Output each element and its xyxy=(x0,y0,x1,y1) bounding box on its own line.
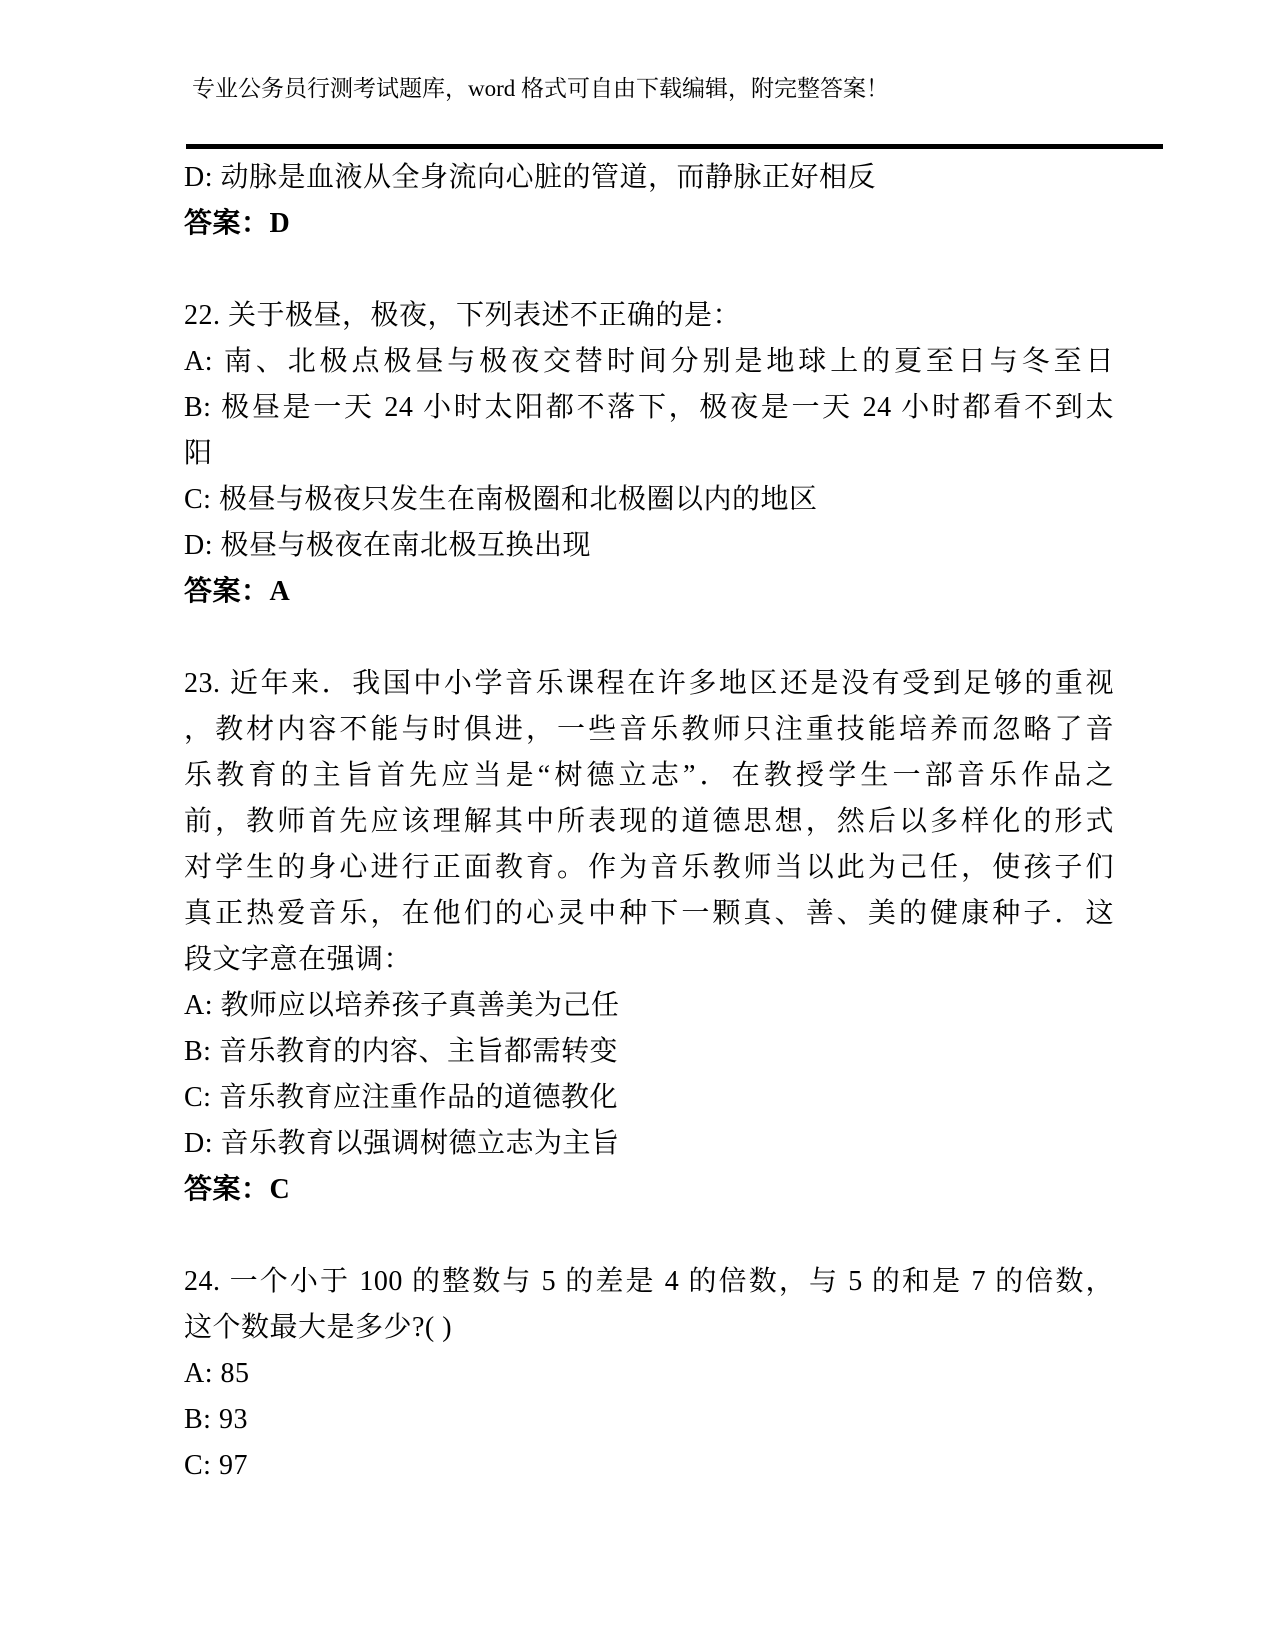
q22-option-b-line-1: B: 极昼是一天 24 小时太阳都不落下，极夜是一天 24 小时都看不到太 xyxy=(184,392,1114,423)
q24-option-b: B: 93 xyxy=(184,1404,248,1435)
question-block-24 xyxy=(184,1259,1114,1489)
q23-text-line: 真正热爱音乐，在他们的心灵中种下一颗真、善、美的健康种子．这 xyxy=(184,898,1114,929)
q23-text-line: 前，教师首先应该理解其中所表现的道德思想，然后以多样化的形式 xyxy=(184,806,1114,837)
q23-text-line: 23. 近年来．我国中小学音乐课程在许多地区还是没有受到足够的重视 xyxy=(184,668,1114,699)
q23-text-line-last: 段文字意在强调： xyxy=(184,944,413,975)
q24-option-c: C: 97 xyxy=(184,1450,248,1481)
q23-option-c: C: 音乐教育应注重作品的道德教化 xyxy=(184,1082,618,1113)
q24-question-text-line-1: 24. 一个小于 100 的整数与 5 的差是 4 的倍数，与 5 的和是 7 的倍数， xyxy=(184,1266,1114,1297)
q22-answer-line: 答案：A xyxy=(184,576,291,607)
q23-text-line: 乐教育的主旨首先应当是“树德立志”．在教授学生一部音乐作品之 xyxy=(184,760,1114,791)
q23-text-line: 对学生的身心进行正面教育。作为音乐教师当以此为己任，使孩子们 xyxy=(184,852,1114,883)
q23-option-a: A: 教师应以培养孩子真善美为己任 xyxy=(184,990,620,1021)
q23-option-b: B: 音乐教育的内容、主旨都需转变 xyxy=(184,1036,618,1067)
q22-option-c: C: 极昼与极夜只发生在南极圈和北极圈以内的地区 xyxy=(184,484,818,515)
question-block-23 xyxy=(184,661,1114,1213)
q22-option-b-line-2: 阳 xyxy=(184,438,213,469)
q24-question-text-line-2: 这个数最大是多少?( ) xyxy=(184,1312,453,1343)
q23-answer-line: 答案：C xyxy=(184,1174,291,1205)
q23-option-d: D: 音乐教育以强调树德立志为主旨 xyxy=(184,1128,620,1159)
q22-option-a: A: 南、北极点极昼与极夜交替时间分别是地球上的夏至日与冬至日 xyxy=(184,346,1114,377)
questions-content xyxy=(184,155,1114,1489)
header-rule xyxy=(186,144,1163,149)
header-note: 专业公务员行测考试题库，word 格式可自由下载编辑，附完整答案！ xyxy=(192,76,890,101)
question-block-21-tail xyxy=(184,155,1114,247)
q21-option-d: D: 动脉是血液从全身流向心脏的管道，而静脉正好相反 xyxy=(184,162,877,193)
question-block-22 xyxy=(184,293,1114,615)
q21-answer-line: 答案：D xyxy=(184,208,291,239)
q22-question-text: 22. 关于极昼，极夜，下列表述不正确的是： xyxy=(184,300,742,331)
q24-option-a: A: 85 xyxy=(184,1358,250,1389)
q22-option-d: D: 极昼与极夜在南北极互换出现 xyxy=(184,530,592,561)
q23-text-line: ，教材内容不能与时俱进，一些音乐教师只注重技能培养而忽略了音 xyxy=(184,714,1114,745)
